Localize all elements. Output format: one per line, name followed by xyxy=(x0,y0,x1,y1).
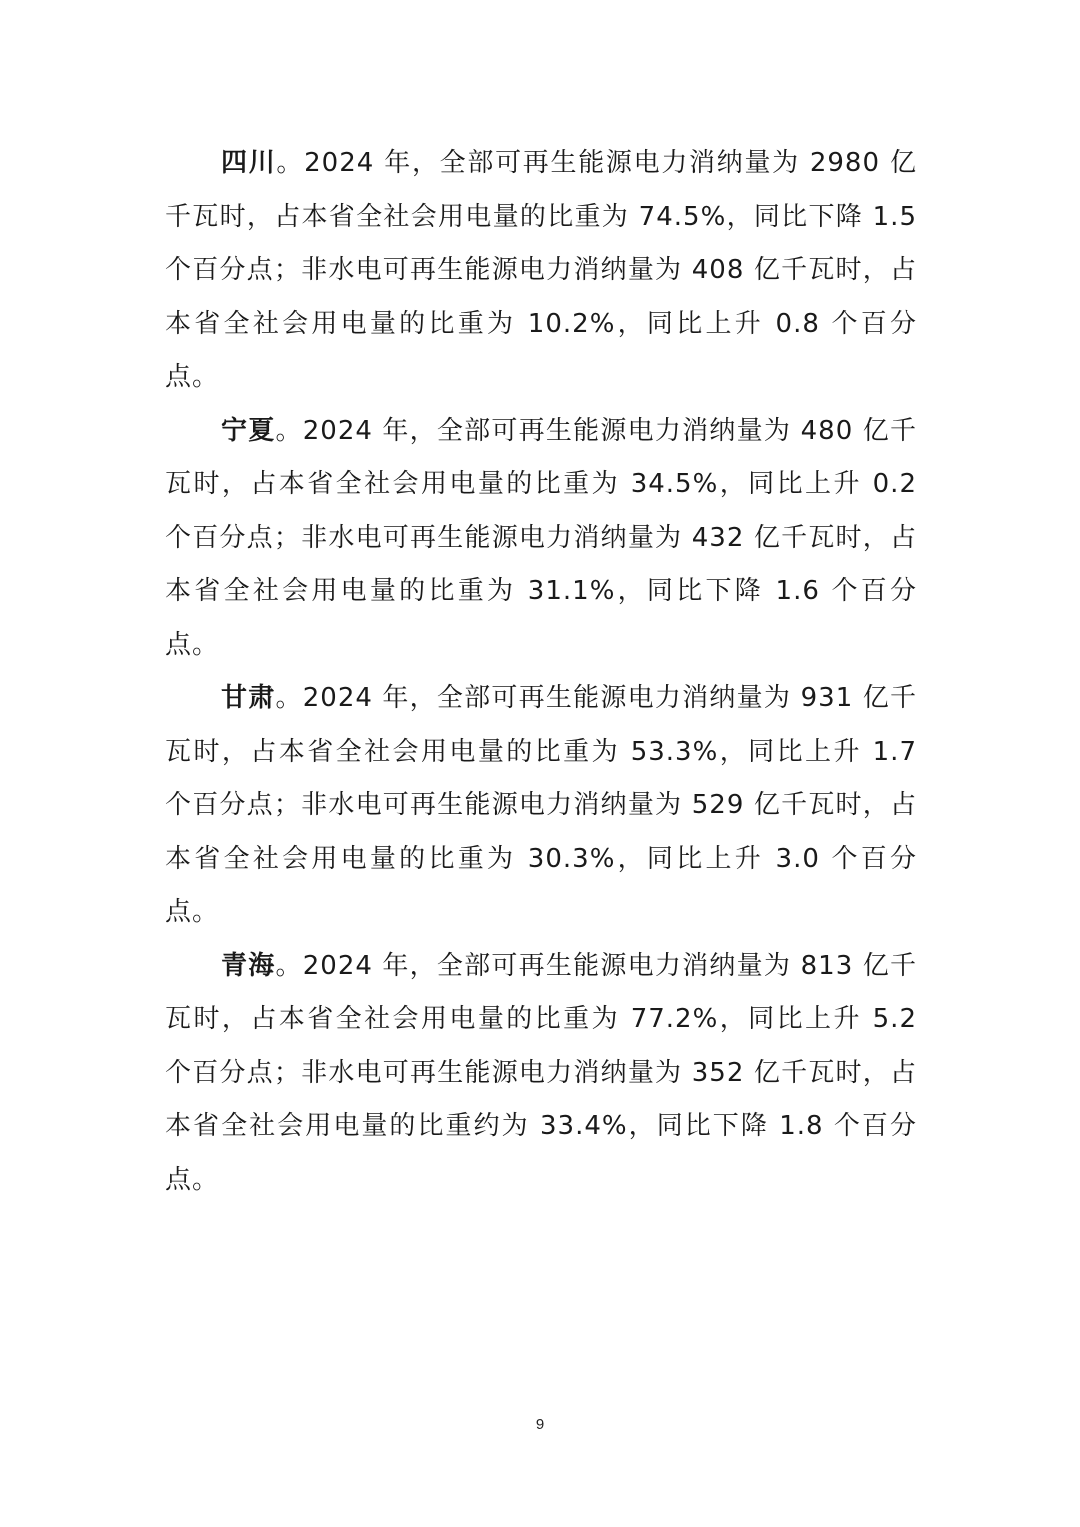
region-name: 宁夏 xyxy=(221,415,276,446)
paragraph-sichuan xyxy=(165,137,917,405)
region-name: 青海 xyxy=(221,950,276,981)
paragraph-text: 。2024 年，全部可再生能源电力消纳量为 2980 亿千瓦时，占本省全社会用电量的比重为 74.5%，同比下降 1.5 个百分点；非水电可再生能源电力消纳量为 408 亿千瓦时，占本省全社会用电量的比重为 10.2%，同比上升 0.8 个百分点。 xyxy=(165,148,917,392)
page-number: 9 xyxy=(535,1416,545,1433)
paragraph-ningxia xyxy=(165,405,917,673)
region-name: 甘肃 xyxy=(221,683,276,713)
document-body xyxy=(165,137,917,1207)
paragraph-text: 。2024 年，全部可再生能源电力消纳量为 931 亿千瓦时，占本省全社会用电量的比重为 53.3%，同比上升 1.7 个百分点；非水电可再生能源电力消纳量为 529 亿千瓦时，占本省全社会用电量的比重为 30.3%，同比上升 3.0 个百分点。 xyxy=(165,683,917,927)
region-name: 四川 xyxy=(221,148,277,178)
paragraph-text: 。2024 年，全部可再生能源电力消纳量为 480 亿千瓦时，占本省全社会用电量的比重为 34.5%，同比上升 0.2 个百分点；非水电可再生能源电力消纳量为 432 亿千瓦时，占本省全社会用电量的比重为 31.1%，同比下降 1.6 个百分点。 xyxy=(165,415,917,660)
paragraph-qinghai xyxy=(165,940,917,1208)
paragraph-gansu xyxy=(165,672,917,940)
paragraph-text: 。2024 年，全部可再生能源电力消纳量为 813 亿千瓦时，占本省全社会用电量的比重为 77.2%，同比上升 5.2 个百分点；非水电可再生能源电力消纳量为 352 亿千瓦时，占本省全社会用电量的比重约为 33.4%，同比下降 1.8 个百分点。 xyxy=(165,950,917,1195)
